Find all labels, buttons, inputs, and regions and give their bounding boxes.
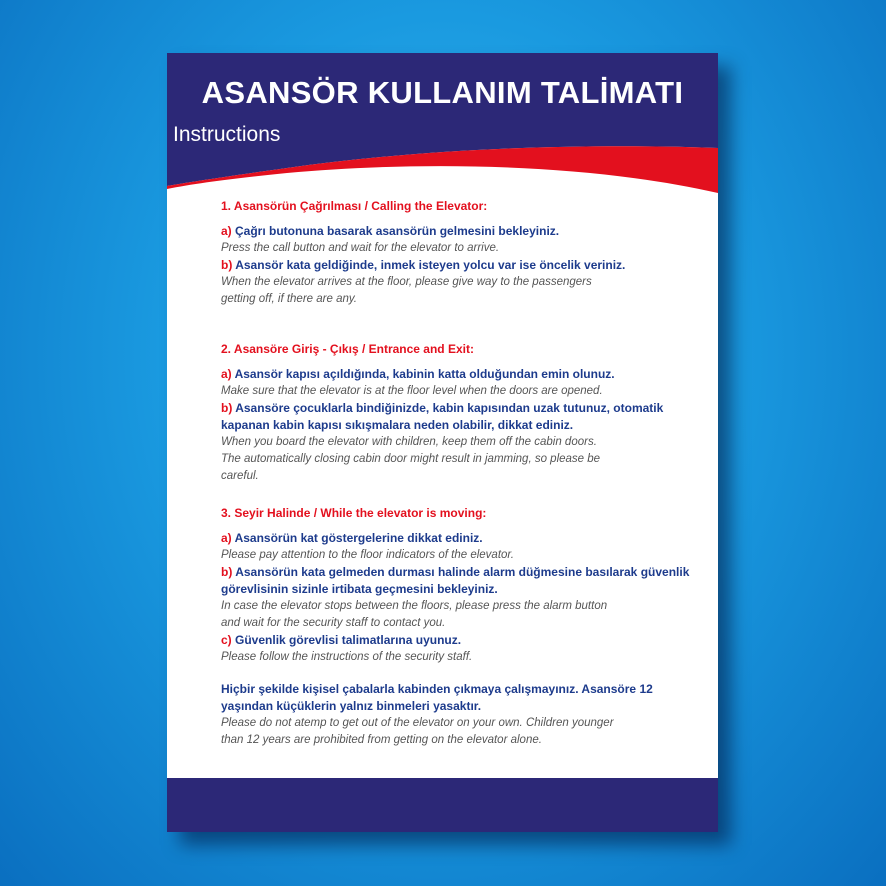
item-text-en: and wait for the security staff to contact you. bbox=[221, 617, 446, 629]
item-text-en: The automatically closing cabin door might result in jamming, so please be bbox=[221, 453, 601, 465]
item-letter: b) bbox=[221, 401, 233, 415]
item-text-en: Please pay attention to the floor indicators of the elevator. bbox=[221, 549, 515, 561]
item-letter: a) bbox=[221, 367, 232, 381]
section-heading: 3. Seyir Halinde / While the elevator is moving: bbox=[221, 506, 487, 520]
item-text-en: getting off, if there are any. bbox=[221, 293, 357, 305]
item-text-tr: Asansörün kata gelmeden durması halinde alarm düğmesine basılarak güvenlik bbox=[235, 565, 690, 579]
item-letter: c) bbox=[221, 633, 232, 647]
item-text-en: Please follow the instructions of the security staff. bbox=[221, 651, 473, 663]
item-text-en: When the elevator arrives at the floor, please give way to the passengers bbox=[221, 276, 592, 288]
item-text-tr: Asansör kata geldiğinde, inmek isteyen yolcu var ise öncelik veriniz. bbox=[235, 258, 626, 272]
item-text-tr: görevlisinin sizinle irtibata geçmesini bekleyiniz. bbox=[221, 582, 498, 596]
footer-band bbox=[167, 778, 718, 832]
section-3 bbox=[221, 505, 689, 666]
warning-text-tr: yaşından küçüklerin yalnız binmeleri yasaktır. bbox=[221, 699, 482, 713]
item-text-en: In case the elevator stops between the floors, please press the alarm button bbox=[221, 600, 608, 612]
item-text-en: careful. bbox=[221, 470, 259, 482]
item-text-tr: Güvenlik görevlisi talimatlarına uyunuz. bbox=[235, 633, 462, 647]
item-text-en: Press the call button and wait for the elevator to arrive. bbox=[221, 242, 500, 254]
section-heading: 1. Asansörün Çağrılması / Calling the Elevator: bbox=[221, 199, 488, 213]
warning-text-en: Please do not atemp to get out of the elevator on your own. Children younger bbox=[221, 717, 614, 729]
warning-block bbox=[221, 681, 653, 749]
item-text-tr: Çağrı butonuna basarak asansörün gelmesini bekleyiniz. bbox=[235, 224, 560, 238]
item-text-en: Make sure that the elevator is at the floor level when the doors are opened. bbox=[221, 385, 603, 397]
warning-text-en: than 12 years are prohibited from getting on the elevator alone. bbox=[221, 734, 542, 746]
item-text-tr: Asansöre çocuklarla bindiğinizde, kabin kapısından uzak tutunuz, otomatik bbox=[235, 401, 664, 415]
item-text-tr: kapanan kabin kapısı sıkışmalara neden olabilir, dikkat ediniz. bbox=[221, 418, 574, 432]
item-text-tr: Asansörün kat göstergelerine dikkat ediniz. bbox=[234, 531, 483, 545]
item-letter: a) bbox=[221, 531, 232, 545]
section-2 bbox=[221, 341, 663, 485]
instruction-poster bbox=[167, 53, 718, 832]
section-1 bbox=[221, 198, 625, 308]
item-text-tr: Asansör kapısı açıldığında, kabinin katta olduğundan emin olunuz. bbox=[234, 367, 615, 381]
poster-title: ASANSÖR KULLANIM TALİMATI bbox=[201, 75, 684, 110]
item-letter: b) bbox=[221, 258, 233, 272]
item-letter: a) bbox=[221, 224, 232, 238]
item-text-en: When you board the elevator with children, keep them off the cabin doors. bbox=[221, 436, 597, 448]
item-letter: b) bbox=[221, 565, 233, 579]
poster-subtitle: Instructions bbox=[173, 123, 281, 146]
section-heading: 2. Asansöre Giriş - Çıkış / Entrance and Exit: bbox=[221, 342, 474, 356]
warning-text-tr: Hiçbir şekilde kişisel çabalarla kabinden çıkmaya çalışmayınız. Asansöre 12 bbox=[221, 682, 653, 696]
